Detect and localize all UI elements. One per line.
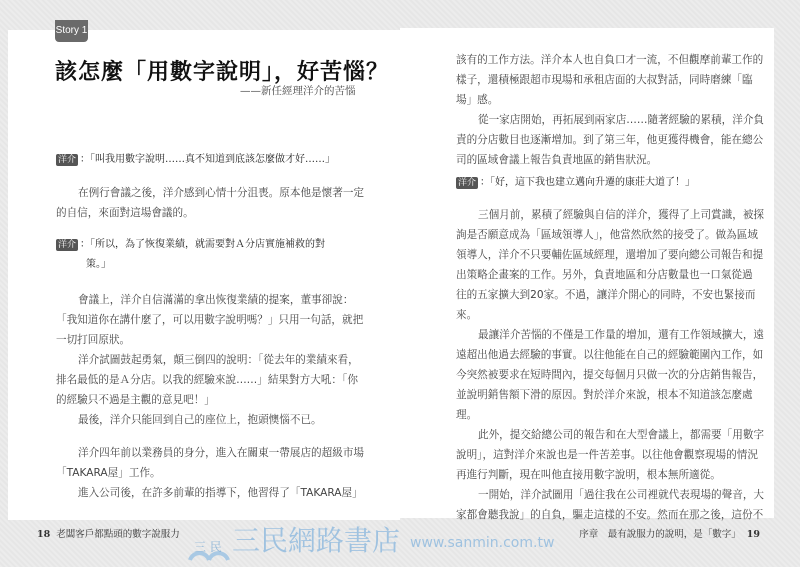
chapter-title: 該怎麼「用數字說明」，好苦惱？ <box>55 59 390 85</box>
paragraph-line: 司的區域會議上報告負責地區的銷售狀況。 <box>456 154 658 166</box>
page-number-right: 19 <box>746 529 760 540</box>
paragraph-line: 此外，提交給總公司的報告和在大型會議上，都需要「用數字 <box>478 429 765 441</box>
paragraph-line: 樣子，還積極跟超市現場和承租店面的大叔對話，同時磨練「臨 <box>456 74 753 86</box>
paragraph-line: 一開始，洋介試圖用「過往我在公司裡就代表現場的聲音，大 <box>478 489 765 501</box>
chapter-subtitle: ——新任經理洋介的苦惱 <box>240 85 356 97</box>
paragraph-line: 來。 <box>456 309 478 321</box>
paragraph-line: 並說明銷售額下滑的原因。對於洋介來說，根本不知道該怎麼處 <box>456 389 753 401</box>
watermark-emblem: 三 民 <box>194 540 222 554</box>
speaker-quote <box>56 150 335 170</box>
paragraph-line: 出策略企畫案的工作。另外，負責地區和分店數量也一口氣從過 <box>456 269 753 281</box>
paragraph-line: 排名最低的是Ａ分店。以我的經驗來說……」結果對方大吼：「你 <box>56 374 358 386</box>
right-footer <box>579 526 760 540</box>
paragraph-line: 進入公司後，在許多前輩的指導下，他習得了「TAKARA屋」 <box>78 487 363 499</box>
paragraph-line: 的自信，來面對這場會議的。 <box>56 207 194 219</box>
paragraph-line: 從一家店開始，再拓展到兩家店……隨著經驗的累積，洋介負 <box>478 114 765 126</box>
story-tab: Story 1 <box>55 20 88 42</box>
paragraph-line: 三個月前，累積了經驗與自信的洋介，獲得了上司賞識，被探 <box>478 209 765 221</box>
paragraph-line: 往的五家擴大到20家。不過，讓洋介開心的同時，不安也緊接而 <box>456 289 756 301</box>
paragraph-line: 在例行會議之後，洋介感到心情十分沮喪。原本他是懷著一定 <box>78 187 365 199</box>
paragraph-line: 責的分店數目也逐漸增加。到了第三年，他更獲得機會，能在總公 <box>456 134 764 146</box>
paragraph-line: 說明」，這對洋介來說也是一件苦差事。以往他會觀察現場的情況 <box>456 449 758 461</box>
paragraph-line: 會議上，洋介自信滿滿的拿出恢復業績的提案，董事卻說： <box>78 294 354 306</box>
paragraph-line: 最讓洋介苦惱的不僅是工作量的增加，還有工作領域擴大，遠 <box>478 329 765 341</box>
watermark-url: www.sanmin.com.tw <box>410 535 555 551</box>
page-number-left: 18 <box>37 529 51 540</box>
quote-text: ：「所以，為了恢復業績，就需要對Ａ分店實施補救的對 <box>80 239 326 250</box>
paragraph-line: 的經驗只不過是主觀的意見吧！」 <box>56 394 215 406</box>
speaker-quote <box>56 235 346 255</box>
speaker-tag: 洋介 <box>58 240 77 250</box>
speaker-quote <box>456 173 695 193</box>
paragraph-line: 一切打回原狀。 <box>56 334 131 346</box>
paragraph-line: 領導人，洋介不只要輔佐區域經理，還增加了要向總公司報告和提 <box>456 249 764 261</box>
paragraph-line: 場」感。 <box>456 94 499 106</box>
speaker-tag: 洋介 <box>58 155 77 165</box>
right-running-title: 序章 最有說服力的說明，是「數字」 <box>579 529 741 540</box>
speaker-tag: 洋介 <box>458 178 477 188</box>
paragraph-line: 詢是否願意成為「區域領導人」，他當然欣然的接受了。做為區域 <box>456 229 758 241</box>
paragraph-line: 該有的工作方法。洋介本人也自負口才一流，不但觀摩前輩工作的 <box>456 54 764 66</box>
paragraph-line: 最後，洋介只能回到自己的座位上，抱頭懊惱不已。 <box>78 414 322 426</box>
paragraph-line: 再進行判斷，現在叫他直接用數字說明，根本無所適從。 <box>456 469 721 481</box>
paragraph-line: 洋介試圖鼓起勇氣，顛三倒四的說明：「從去年的業績來看， <box>78 354 359 366</box>
left-footer <box>37 526 180 540</box>
watermark <box>188 522 568 564</box>
paragraph-line: 「TAKARA屋」工作。 <box>56 467 161 479</box>
left-running-title: 老闆客戶都點頭的數字說服力 <box>56 529 180 540</box>
quote-text: ：「好，這下我也建立邁向升遷的康莊大道了！」 <box>480 177 696 188</box>
quote-text: ：「叫我用數字說明……真不知道到底該怎麼做才好……」 <box>80 154 336 165</box>
watermark-name: 三民網路書店 <box>232 524 401 557</box>
paragraph-line: 「我知道你在講什麼了，可以用數字說明嗎？」只用一句話，就把 <box>56 314 364 326</box>
paragraph-line: 遠超出他過去經驗的事實。以往他能在自己的經驗範圍內工作，如 <box>456 349 764 361</box>
paragraph-line: 洋介四年前以業務員的身分，進入在關東一帶展店的超級市場 <box>78 447 365 459</box>
quote-continuation: 策。」 <box>86 259 111 270</box>
paragraph-line: 理。 <box>456 409 478 421</box>
paragraph-line: 家都會聽我說」的自負，驅走這樣的不安。然而在那之後，這份不 <box>456 509 764 521</box>
paragraph-line: 今突然被要求在短時間內，提交每個月只做一次的分店銷售報告， <box>456 369 764 381</box>
